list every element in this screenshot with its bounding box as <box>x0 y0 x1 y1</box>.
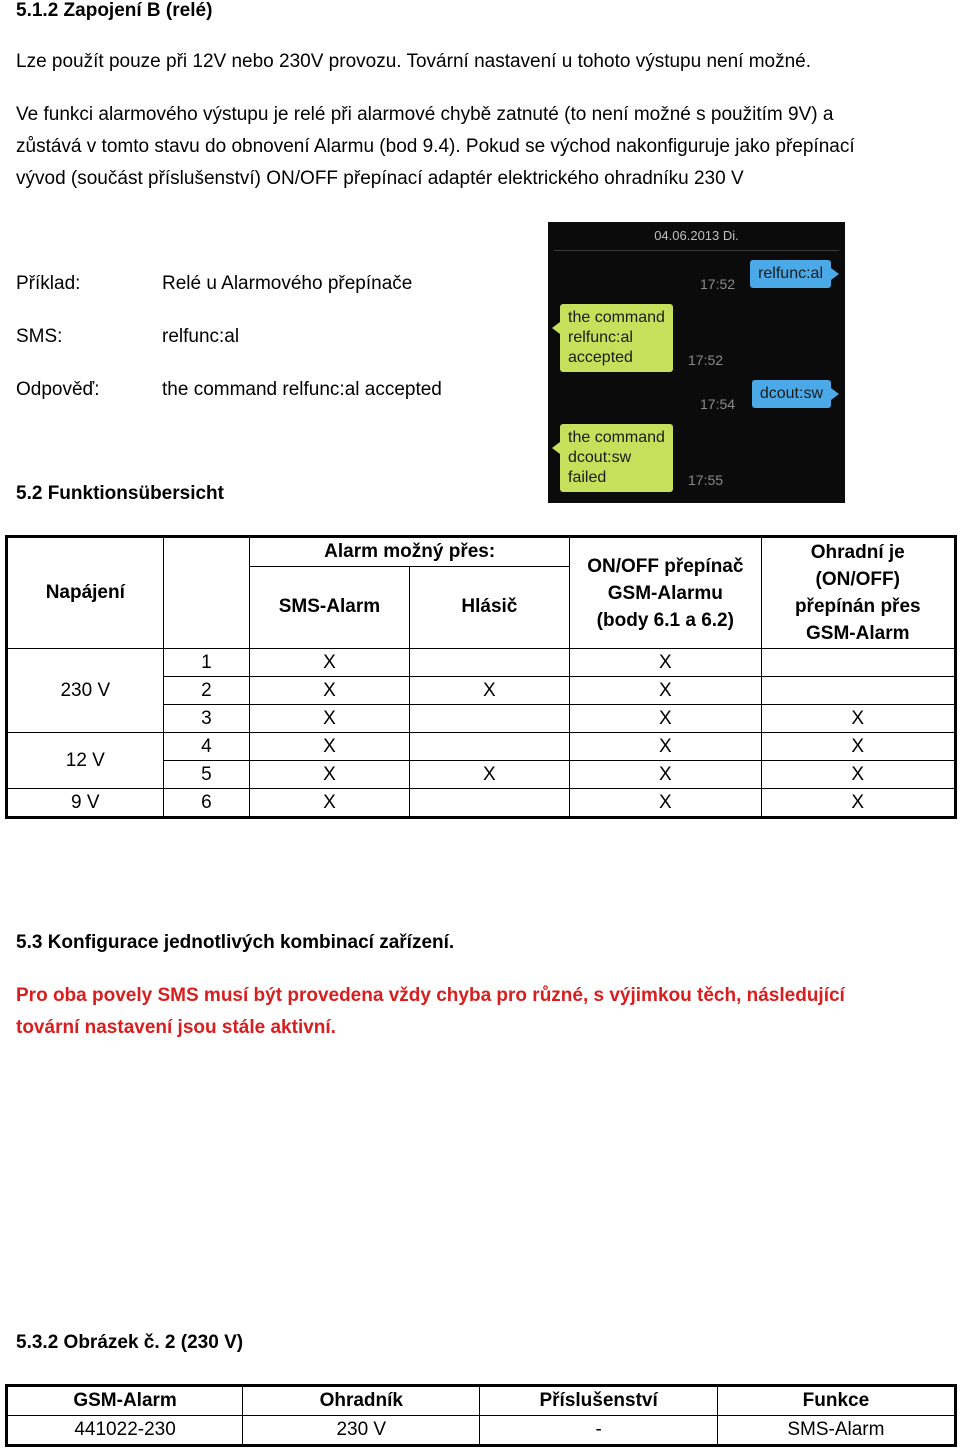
row-number: 2 <box>163 677 250 705</box>
cell-fence <box>761 677 955 705</box>
header-power: Napájení <box>7 537 164 649</box>
column-header: GSM-Alarm <box>7 1386 243 1416</box>
message-line: dcout:sw <box>568 449 632 466</box>
divider <box>554 250 839 251</box>
table-cell: 441022-230 <box>7 1416 243 1446</box>
header-onoff-line: (body 6.1 a 6.2) <box>596 609 734 631</box>
column-header: Funkce <box>717 1386 955 1416</box>
function-table <box>5 535 957 819</box>
message-out: relfunc:al <box>750 260 831 288</box>
cell-fence: X <box>761 789 955 818</box>
message-line: the command <box>568 429 665 446</box>
section-heading-52: 5.2 Funktionsübersicht <box>16 483 224 504</box>
message-date: 04.06.2013 Di. <box>654 228 739 243</box>
warning-line-2: tovární nastavení jsou stále aktivní. <box>16 1017 336 1038</box>
cell-onoff: X <box>570 649 761 677</box>
header-fence-line: Ohradní je <box>810 542 905 563</box>
warning-line-1: Pro oba povely SMS musí být provedena vždy chyba pro různé, s výjimkou těch, následující <box>16 985 845 1006</box>
message-in <box>560 424 673 492</box>
header-alarm-group: Alarm možný přes: <box>250 537 570 567</box>
header-fence-line: přepínán přes <box>794 596 921 617</box>
cell-detector <box>409 705 569 733</box>
cell-fence <box>761 649 955 677</box>
cell-sms: X <box>250 761 409 789</box>
table-cell: SMS-Alarm <box>717 1416 955 1446</box>
sms-value: relfunc:al <box>162 326 240 347</box>
cell-detector <box>409 789 569 818</box>
row-number: 6 <box>163 789 250 818</box>
message-in <box>560 304 673 372</box>
cell-detector: X <box>409 677 569 705</box>
header-onoff-line: ON/OFF přepínač <box>587 555 744 577</box>
header-sms-alarm: SMS-Alarm <box>250 566 409 648</box>
cell-detector <box>409 733 569 761</box>
paragraph-2-line-2: zůstává v tomto stavu do obnovení Alarmu (bod 9.4). Pokud se východ nakonfiguruje jako přepínací <box>16 136 855 157</box>
phone-screenshot <box>548 222 845 503</box>
parts-table <box>5 1384 957 1447</box>
message-line: relfunc:al <box>568 329 633 346</box>
message-time: 17:52 <box>688 352 724 368</box>
row-number: 1 <box>163 649 250 677</box>
cell-sms: X <box>250 649 409 677</box>
column-header: Příslušenství <box>480 1386 717 1416</box>
cell-onoff: X <box>570 789 761 818</box>
section-heading-53: 5.3 Konfigurace jednotlivých kombinací zařízení. <box>16 932 455 953</box>
header-fence-line: GSM-Alarm <box>806 623 910 644</box>
cell-onoff: X <box>570 705 761 733</box>
row-number: 5 <box>163 761 250 789</box>
reply-value: the command relfunc:al accepted <box>162 379 442 400</box>
message-time: 17:52 <box>700 276 736 292</box>
cell-onoff: X <box>570 761 761 789</box>
message-line: the command <box>568 309 665 326</box>
cell-sms: X <box>250 789 409 818</box>
cell-onoff: X <box>570 677 761 705</box>
cell-fence: X <box>761 705 955 733</box>
message-time: 17:55 <box>688 472 724 488</box>
reply-label: Odpověď: <box>16 379 100 400</box>
cell-sms: X <box>250 677 409 705</box>
table-cell: 230 V <box>243 1416 480 1446</box>
column-header: Ohradník <box>243 1386 480 1416</box>
section-heading-532: 5.3.2 Obrázek č. 2 (230 V) <box>16 1332 244 1353</box>
paragraph-1: Lze použít pouze při 12V nebo 230V provozu. Tovární nastavení u tohoto výstupu není možné. <box>16 51 812 72</box>
cell-detector <box>409 649 569 677</box>
row-number: 3 <box>163 705 250 733</box>
example-label: Příklad: <box>16 273 81 294</box>
power-230v: 230 V <box>7 649 164 733</box>
header-empty <box>163 537 250 649</box>
message-time: 17:54 <box>700 396 736 412</box>
cell-detector: X <box>409 761 569 789</box>
cell-sms: X <box>250 705 409 733</box>
cell-fence: X <box>761 761 955 789</box>
header-detector: Hlásič <box>409 566 569 648</box>
section-heading-512: 5.1.2 Zapojení B (relé) <box>16 0 213 21</box>
power-12v: 12 V <box>7 733 164 789</box>
header-fence <box>761 537 955 649</box>
cell-onoff: X <box>570 733 761 761</box>
power-9v: 9 V <box>7 789 164 818</box>
sms-label: SMS: <box>16 326 63 347</box>
header-fence-line: (ON/OFF) <box>815 569 900 590</box>
row-number: 4 <box>163 733 250 761</box>
table-cell: - <box>480 1416 717 1446</box>
example-value: Relé u Alarmového přepínače <box>162 273 413 294</box>
paragraph-2-line-3: vývod (součást příslušenství) ON/OFF přepínací adaptér elektrického ohradníku 230 V <box>16 168 744 189</box>
message-line: accepted <box>568 349 633 366</box>
message-out: dcout:sw <box>752 380 831 408</box>
paragraph-2-line-1: Ve funkci alarmového výstupu je relé při alarmové chybě zatnuté (to není možné s použitím 9V) a <box>16 104 834 125</box>
header-onoff <box>570 537 761 649</box>
cell-sms: X <box>250 733 409 761</box>
header-onoff-line: GSM-Alarmu <box>607 582 723 604</box>
message-line: failed <box>568 469 607 486</box>
cell-fence: X <box>761 733 955 761</box>
